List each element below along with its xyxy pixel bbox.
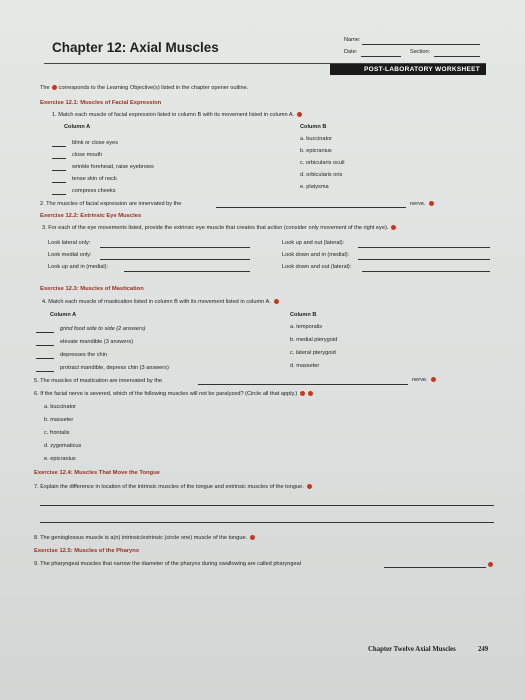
question-6-text: 6. If the facial nerve is severed, which of the following muscles will not be paralyzed? (Circle all that apply.) bbox=[34, 391, 298, 397]
column-b-item: a. buccinator bbox=[300, 136, 333, 142]
answer-blank[interactable] bbox=[36, 345, 54, 346]
question-5-text: 5. The muscles of mastication are innervated by the bbox=[34, 378, 162, 384]
intro-line bbox=[40, 85, 248, 91]
eye-movement-label: Look lateral only: bbox=[48, 240, 91, 246]
section-field[interactable] bbox=[434, 56, 480, 57]
name-label: Name: bbox=[344, 37, 361, 43]
question-1 bbox=[52, 112, 302, 118]
answer-blank[interactable] bbox=[36, 358, 54, 359]
question-2-answer[interactable] bbox=[216, 207, 406, 208]
column-b-item: a. temporalis bbox=[290, 324, 323, 330]
eye-answer-blank[interactable] bbox=[362, 271, 490, 272]
question-4 bbox=[42, 299, 279, 305]
date-field[interactable] bbox=[361, 56, 401, 57]
answer-blank[interactable] bbox=[52, 194, 66, 195]
objective-marker-icon bbox=[307, 484, 312, 489]
column-a-item: depresses the chin bbox=[60, 352, 107, 358]
column-a-item: blink or close eyes bbox=[72, 140, 119, 146]
answer-blank[interactable] bbox=[36, 332, 54, 333]
question-7 bbox=[34, 484, 312, 490]
question-3-text: 3. For each of the eye movements listed, provide the extrinsic eye muscle that creates that action (consider only movement of the right eye). bbox=[42, 225, 389, 231]
column-b-item: e. platysma bbox=[300, 184, 329, 190]
eye-answer-blank[interactable] bbox=[100, 247, 250, 248]
column-a-heading: Column A bbox=[64, 124, 91, 130]
column-a-item: tense skin of neck bbox=[72, 176, 117, 182]
eye-answer-blank[interactable] bbox=[124, 271, 250, 272]
objective-marker-icon bbox=[488, 562, 493, 567]
eye-movement-label: Look up and out (lateral): bbox=[282, 240, 345, 246]
question-9-answer[interactable] bbox=[384, 567, 486, 568]
column-b-item: d. orbicularis oris bbox=[300, 172, 343, 178]
exercise-12-5-title: Exercise 12.5: Muscles of the Pharynx bbox=[34, 548, 140, 554]
intro-before: The bbox=[40, 85, 50, 91]
question-2-end bbox=[410, 201, 434, 207]
column-b-item: b. epicranius bbox=[300, 148, 332, 154]
exercise-12-2-title: Exercise 12.2: Extrinsic Eye Muscles bbox=[40, 213, 142, 219]
column-b-heading: Column B bbox=[290, 312, 317, 318]
column-b-item: b. medial pterygoid bbox=[290, 337, 338, 343]
exercise-12-4-title: Exercise 12.4: Muscles That Move the Tongue bbox=[34, 470, 160, 476]
column-b-item: c. lateral pterygoid bbox=[290, 350, 336, 356]
column-b-heading: Column B bbox=[300, 124, 327, 130]
column-a-item: elevate mandible (3 answers) bbox=[60, 339, 134, 345]
question-6 bbox=[34, 391, 313, 397]
objective-marker-icon bbox=[52, 85, 57, 90]
question-6-option[interactable]: d. zygomaticus bbox=[44, 443, 82, 449]
answer-blank[interactable] bbox=[52, 170, 66, 171]
question-6-option[interactable]: b. masseter bbox=[44, 417, 74, 423]
question-4-text: 4. Match each muscle of mastication listed in column B with its movement listed in column A. bbox=[42, 299, 271, 305]
nerve-word: nerve. bbox=[410, 201, 426, 207]
eye-movement-label: Look up and in (medial): bbox=[48, 264, 109, 270]
intro-after: corresponds to the Learning Objective(s) listed in the chapter opener outline. bbox=[58, 85, 249, 91]
exercise-12-1-title: Exercise 12.1: Muscles of Facial Expression bbox=[40, 100, 162, 106]
eye-movement-label: Look medial only: bbox=[48, 252, 92, 258]
section-label: Section: bbox=[410, 49, 431, 55]
question-5-answer[interactable] bbox=[198, 384, 408, 385]
question-8 bbox=[34, 535, 255, 541]
answer-blank[interactable] bbox=[52, 182, 66, 183]
objective-marker-icon bbox=[431, 377, 436, 382]
column-a-heading: Column A bbox=[50, 312, 77, 318]
question-6-option[interactable]: a. buccinator bbox=[44, 404, 77, 410]
objective-marker-icon bbox=[308, 391, 313, 396]
eye-answer-blank[interactable] bbox=[358, 247, 490, 248]
question-3 bbox=[42, 225, 396, 231]
objective-marker-icon bbox=[391, 225, 396, 230]
objective-marker-icon bbox=[274, 299, 279, 304]
question-1-text: 1. Match each muscle of facial expression listed in column B with its movement listed in column A. bbox=[52, 112, 295, 118]
column-a-item: grind food side to side (2 answers) bbox=[60, 326, 146, 332]
name-field[interactable] bbox=[362, 44, 480, 45]
column-b-item: d. masseter bbox=[290, 363, 320, 369]
date-label: Date: bbox=[344, 49, 358, 55]
eye-movement-label: Look down and out (lateral): bbox=[282, 264, 352, 270]
objective-marker-icon bbox=[250, 535, 255, 540]
page-number: 249 bbox=[478, 646, 489, 653]
eye-answer-blank[interactable] bbox=[358, 259, 490, 260]
question-8-text: 8. The genioglossus muscle is a(n) intrinsic/extrinsic (circle one) muscle of the tongue. bbox=[34, 535, 248, 541]
question-6-option[interactable]: c. frontalis bbox=[44, 430, 70, 436]
exercise-12-3-title: Exercise 12.3: Muscles of Mastication bbox=[40, 286, 144, 292]
column-a-item: wrinkle forehead, raise eyebrows bbox=[72, 164, 154, 170]
column-a-item: close mouth bbox=[72, 152, 103, 158]
column-a-item: compress cheeks bbox=[72, 188, 116, 194]
answer-blank[interactable] bbox=[52, 146, 66, 147]
eye-answer-blank[interactable] bbox=[100, 259, 250, 260]
footer-chapter: Chapter Twelve Axial Muscles bbox=[368, 646, 456, 653]
objective-marker-icon bbox=[297, 112, 302, 117]
answer-blank[interactable] bbox=[36, 371, 54, 372]
eye-movement-label: Look down and in (medial): bbox=[282, 252, 350, 258]
question-6-option[interactable]: e. epicranius bbox=[44, 456, 76, 462]
question-7-answer-line[interactable] bbox=[40, 522, 494, 523]
column-b-item: c. orbicularis oculi bbox=[300, 160, 345, 166]
worksheet-banner: POST-LABORATORY WORKSHEET bbox=[330, 64, 486, 75]
question-9-text: 9. The pharyngeal muscles that narrow the diameter of the pharynx during swallowing are called pharyngeal bbox=[34, 561, 301, 567]
answer-blank[interactable] bbox=[52, 158, 66, 159]
nerve-word: nerve. bbox=[412, 377, 428, 383]
question-5-end bbox=[412, 377, 436, 383]
column-a-item: protract mandible, depress chin (3 answers) bbox=[60, 365, 169, 371]
objective-marker-icon bbox=[429, 201, 434, 206]
objective-marker-icon bbox=[300, 391, 305, 396]
question-7-text: 7. Explain the difference in location of the intrinsic muscles of the tongue and extrinsic muscles of the tongue. bbox=[34, 484, 304, 490]
question-2-text: 2. The muscles of facial expression are innervated by the bbox=[40, 201, 182, 207]
question-7-answer-line[interactable] bbox=[40, 505, 494, 506]
chapter-title: Chapter 12: Axial Muscles bbox=[52, 40, 219, 55]
